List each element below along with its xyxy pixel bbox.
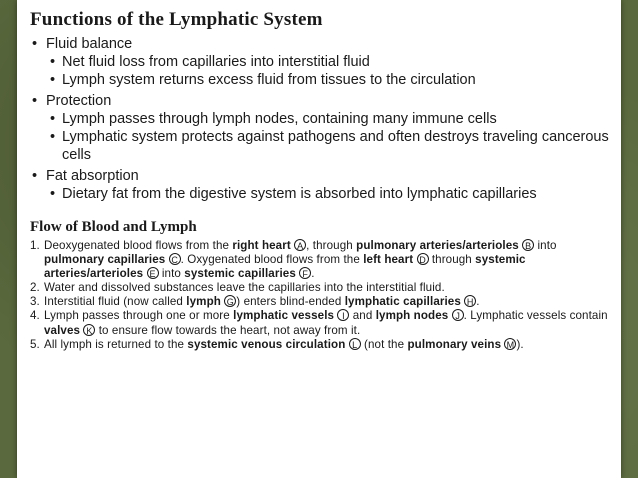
flow-steps [30,239,609,352]
label-circle: L [349,338,361,350]
step-text: into [534,239,557,252]
step-text: Water and dissolved substances leave the capillaries into the interstitial fluid. [44,281,445,295]
term-pulmonary-veins: pulmonary veins [407,337,502,351]
label-circle: M [504,338,516,350]
flow-step [30,295,609,309]
term-valves: valves [44,323,81,337]
step-text: . Lymphatic vessels contain [463,309,608,323]
step-number: 5. [30,337,40,351]
step-text: , through [306,239,357,252]
label-circle: D [417,253,429,265]
term-right-heart: right heart [232,239,291,252]
step-number: 4. [30,309,40,323]
function-heading: Fat absorption [46,168,139,184]
step-text: ). [516,337,524,351]
list-item [30,92,609,164]
term-left-heart: left heart [363,253,414,267]
label-circle: A [294,239,306,251]
step-number: 3. [30,295,40,309]
step-text: ) enters blind-ended [236,295,345,309]
label-circle: J [452,309,464,321]
step-text: through [428,253,476,267]
term-lymph-nodes: lymph nodes [375,309,449,323]
page-title: Functions of the Lymphatic System [30,9,323,30]
label-circle: G [224,295,236,307]
label-circle: E [147,267,159,279]
label-circle: C [169,253,181,265]
label-circle: B [522,239,534,251]
step-text: into [158,267,185,281]
step-text: Lymph passes through one or more [44,309,234,323]
list-item: • Dietary fat from the digestive system is absorbed into lymphatic capillaries [50,185,609,203]
step-text: (not the [360,337,408,351]
flow-step [30,338,609,352]
term-systemic-capillaries: systemic capillaries [184,267,296,281]
step-text: All lymph is returned to the [44,337,188,351]
list-item: • Lymphatic system protects against pathogens and often destroys traveling cancerous cells [50,128,609,164]
label-circle: F [299,267,311,279]
flow-step [30,239,609,281]
term-lymph: lymph [186,295,221,309]
flow-step [30,281,609,295]
list-item: • Net fluid loss from capillaries into interstitial fluid [50,53,609,71]
label-circle: K [83,324,95,336]
step-number: 2. [30,281,40,295]
term-lymphatic-vessels: lymphatic vessels [233,309,335,323]
function-heading: Fluid balance [46,36,133,52]
function-heading: Protection [46,93,112,109]
term-systemic-venous-circulation: systemic venous circulation [187,337,346,351]
step-text: Deoxygenated blood flows from the [44,239,233,252]
step-text: and [349,309,376,323]
step-text: . Oxygenated blood flows from the [180,253,364,267]
term-pulmonary-capillaries: pulmonary capillaries [44,253,166,267]
step-text: . [311,267,315,281]
flow-title: Flow of Blood and Lymph [30,219,197,235]
list-item [30,35,609,89]
term-pulmonary-arteries: pulmonary arteries/arterioles [356,239,519,252]
step-text: Interstitial fluid (now called [44,295,187,309]
list-item: • Lymph passes through lymph nodes, containing many immune cells [50,110,609,128]
flow-step [30,309,609,337]
step-text: . [476,295,480,309]
label-circle: H [464,295,476,307]
label-circle: I [337,309,349,321]
slide-page [17,0,621,478]
list-item: • Lymph system returns excess fluid from tissues to the circulation [50,71,609,89]
step-number: 1. [30,239,40,252]
list-item [30,167,609,203]
step-text: to ensure flow towards the heart, not away from it. [95,323,361,337]
term-lymphatic-capillaries: lymphatic capillaries [344,295,461,309]
term-systemic-arteries: systemic arteries/arterioles [44,253,526,281]
functions-list [30,35,609,203]
